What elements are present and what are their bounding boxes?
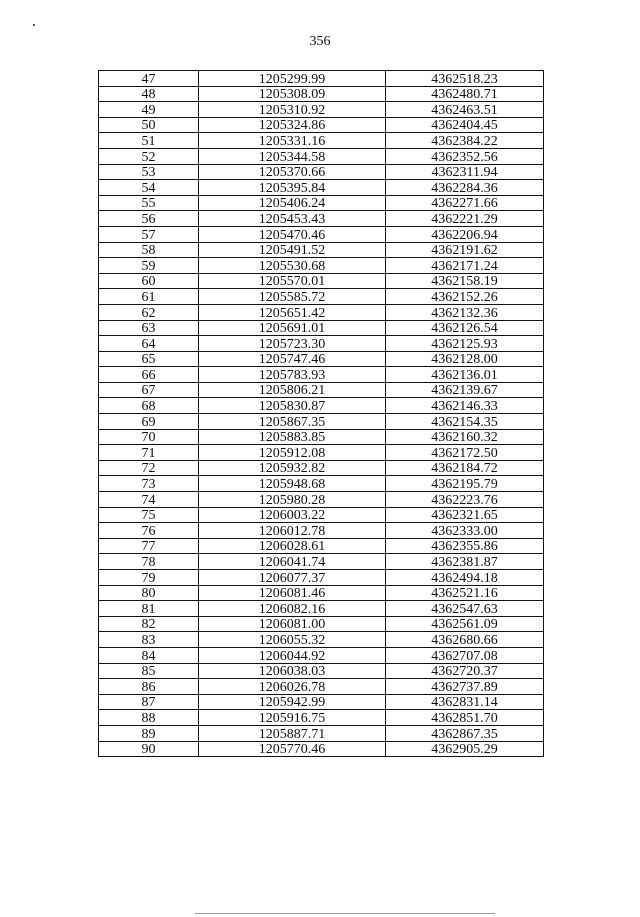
y-coordinate-cell: 4362195.79 xyxy=(386,476,544,492)
y-coordinate-cell: 4362206.94 xyxy=(386,226,544,242)
y-coordinate-cell: 4362720.37 xyxy=(386,663,544,679)
y-coordinate-cell: 4362463.51 xyxy=(386,102,544,118)
y-coordinate-cell: 4362128.00 xyxy=(386,351,544,367)
x-coordinate-cell: 1206012.78 xyxy=(199,523,386,539)
x-coordinate-cell: 1206044.92 xyxy=(199,647,386,663)
x-coordinate-cell: 1206055.32 xyxy=(199,632,386,648)
x-coordinate-cell: 1205331.16 xyxy=(199,133,386,149)
point-number-cell: 59 xyxy=(99,258,199,274)
point-number-cell: 55 xyxy=(99,195,199,211)
y-coordinate-cell: 4362561.09 xyxy=(386,616,544,632)
table-row xyxy=(99,679,544,695)
table-row xyxy=(99,320,544,336)
y-coordinate-cell: 4362384.22 xyxy=(386,133,544,149)
y-coordinate-cell: 4362172.50 xyxy=(386,445,544,461)
table-row xyxy=(99,258,544,274)
y-coordinate-cell: 4362851.70 xyxy=(386,710,544,726)
point-number-cell: 52 xyxy=(99,148,199,164)
table-row xyxy=(99,616,544,632)
table-row xyxy=(99,71,544,87)
y-coordinate-cell: 4362271.66 xyxy=(386,195,544,211)
x-coordinate-cell: 1205395.84 xyxy=(199,180,386,196)
table-row xyxy=(99,242,544,258)
x-coordinate-cell: 1205324.86 xyxy=(199,117,386,133)
table-row xyxy=(99,429,544,445)
point-number-cell: 84 xyxy=(99,647,199,663)
table-row xyxy=(99,523,544,539)
x-coordinate-cell: 1205948.68 xyxy=(199,476,386,492)
y-coordinate-cell: 4362707.08 xyxy=(386,647,544,663)
table-row xyxy=(99,382,544,398)
y-coordinate-cell: 4362126.54 xyxy=(386,320,544,336)
point-number-cell: 76 xyxy=(99,523,199,539)
point-number-cell: 56 xyxy=(99,211,199,227)
table-row xyxy=(99,663,544,679)
point-number-cell: 75 xyxy=(99,507,199,523)
x-coordinate-cell: 1205470.46 xyxy=(199,226,386,242)
point-number-cell: 71 xyxy=(99,445,199,461)
x-coordinate-cell: 1206003.22 xyxy=(199,507,386,523)
point-number-cell: 63 xyxy=(99,320,199,336)
coordinates-table-body xyxy=(99,71,544,757)
point-number-cell: 66 xyxy=(99,367,199,383)
x-coordinate-cell: 1205783.93 xyxy=(199,367,386,383)
x-coordinate-cell: 1205406.24 xyxy=(199,195,386,211)
point-number-cell: 89 xyxy=(99,725,199,741)
table-row xyxy=(99,414,544,430)
point-number-cell: 65 xyxy=(99,351,199,367)
table-row xyxy=(99,460,544,476)
table-row xyxy=(99,476,544,492)
y-coordinate-cell: 4362352.56 xyxy=(386,148,544,164)
table-row xyxy=(99,570,544,586)
y-coordinate-cell: 4362311.94 xyxy=(386,164,544,180)
y-coordinate-cell: 4362355.86 xyxy=(386,538,544,554)
point-number-cell: 64 xyxy=(99,336,199,352)
table-row xyxy=(99,741,544,757)
x-coordinate-cell: 1206038.03 xyxy=(199,663,386,679)
point-number-cell: 68 xyxy=(99,398,199,414)
table-row xyxy=(99,195,544,211)
x-coordinate-cell: 1205651.42 xyxy=(199,304,386,320)
y-coordinate-cell: 4362547.63 xyxy=(386,601,544,617)
y-coordinate-cell: 4362333.00 xyxy=(386,523,544,539)
point-number-cell: 58 xyxy=(99,242,199,258)
y-coordinate-cell: 4362146.33 xyxy=(386,398,544,414)
x-coordinate-cell: 1205453.43 xyxy=(199,211,386,227)
x-coordinate-cell: 1205585.72 xyxy=(199,289,386,305)
point-number-cell: 80 xyxy=(99,585,199,601)
table-row xyxy=(99,538,544,554)
y-coordinate-cell: 4362737.89 xyxy=(386,679,544,695)
x-coordinate-cell: 1205770.46 xyxy=(199,741,386,757)
table-row xyxy=(99,289,544,305)
y-coordinate-cell: 4362221.29 xyxy=(386,211,544,227)
x-coordinate-cell: 1205344.58 xyxy=(199,148,386,164)
table-row xyxy=(99,647,544,663)
table-row xyxy=(99,164,544,180)
x-coordinate-cell: 1206081.46 xyxy=(199,585,386,601)
y-coordinate-cell: 4362284.36 xyxy=(386,180,544,196)
x-coordinate-cell: 1205980.28 xyxy=(199,492,386,508)
point-number-cell: 69 xyxy=(99,414,199,430)
table-row xyxy=(99,725,544,741)
point-number-cell: 50 xyxy=(99,117,199,133)
x-coordinate-cell: 1205942.99 xyxy=(199,694,386,710)
y-coordinate-cell: 4362132.36 xyxy=(386,304,544,320)
point-number-cell: 51 xyxy=(99,133,199,149)
x-coordinate-cell: 1205691.01 xyxy=(199,320,386,336)
y-coordinate-cell: 4362494.18 xyxy=(386,570,544,586)
scan-speck xyxy=(33,24,35,26)
y-coordinate-cell: 4362184.72 xyxy=(386,460,544,476)
table-row xyxy=(99,492,544,508)
table-row xyxy=(99,133,544,149)
x-coordinate-cell: 1205370.66 xyxy=(199,164,386,180)
x-coordinate-cell: 1205308.09 xyxy=(199,86,386,102)
table-row xyxy=(99,398,544,414)
point-number-cell: 77 xyxy=(99,538,199,554)
y-coordinate-cell: 4362831.14 xyxy=(386,694,544,710)
y-coordinate-cell: 4362152.26 xyxy=(386,289,544,305)
point-number-cell: 73 xyxy=(99,476,199,492)
table-row xyxy=(99,445,544,461)
y-coordinate-cell: 4362158.19 xyxy=(386,273,544,289)
table-row xyxy=(99,148,544,164)
x-coordinate-cell: 1205932.82 xyxy=(199,460,386,476)
y-coordinate-cell: 4362154.35 xyxy=(386,414,544,430)
point-number-cell: 85 xyxy=(99,663,199,679)
y-coordinate-cell: 4362321.65 xyxy=(386,507,544,523)
y-coordinate-cell: 4362139.67 xyxy=(386,382,544,398)
scan-bottom-edge xyxy=(195,913,495,914)
x-coordinate-cell: 1205491.52 xyxy=(199,242,386,258)
point-number-cell: 53 xyxy=(99,164,199,180)
table-row xyxy=(99,710,544,726)
point-number-cell: 86 xyxy=(99,679,199,695)
x-coordinate-cell: 1206082.16 xyxy=(199,601,386,617)
table-row xyxy=(99,336,544,352)
table-row xyxy=(99,367,544,383)
point-number-cell: 72 xyxy=(99,460,199,476)
x-coordinate-cell: 1205310.92 xyxy=(199,102,386,118)
x-coordinate-cell: 1206028.61 xyxy=(199,538,386,554)
table-row xyxy=(99,117,544,133)
point-number-cell: 79 xyxy=(99,570,199,586)
table-row xyxy=(99,554,544,570)
x-coordinate-cell: 1205916.75 xyxy=(199,710,386,726)
point-number-cell: 47 xyxy=(99,71,199,87)
x-coordinate-cell: 1205570.01 xyxy=(199,273,386,289)
y-coordinate-cell: 4362223.76 xyxy=(386,492,544,508)
table-row xyxy=(99,601,544,617)
page-number: 356 xyxy=(309,34,331,49)
point-number-cell: 82 xyxy=(99,616,199,632)
point-number-cell: 83 xyxy=(99,632,199,648)
point-number-cell: 74 xyxy=(99,492,199,508)
point-number-cell: 61 xyxy=(99,289,199,305)
point-number-cell: 81 xyxy=(99,601,199,617)
x-coordinate-cell: 1205723.30 xyxy=(199,336,386,352)
point-number-cell: 49 xyxy=(99,102,199,118)
point-number-cell: 48 xyxy=(99,86,199,102)
y-coordinate-cell: 4362867.35 xyxy=(386,725,544,741)
point-number-cell: 62 xyxy=(99,304,199,320)
point-number-cell: 87 xyxy=(99,694,199,710)
y-coordinate-cell: 4362191.62 xyxy=(386,242,544,258)
x-coordinate-cell: 1206077.37 xyxy=(199,570,386,586)
table-row xyxy=(99,351,544,367)
table-row xyxy=(99,304,544,320)
y-coordinate-cell: 4362905.29 xyxy=(386,741,544,757)
x-coordinate-cell: 1205830.87 xyxy=(199,398,386,414)
point-number-cell: 88 xyxy=(99,710,199,726)
x-coordinate-cell: 1205883.85 xyxy=(199,429,386,445)
x-coordinate-cell: 1206026.78 xyxy=(199,679,386,695)
y-coordinate-cell: 4362521.16 xyxy=(386,585,544,601)
y-coordinate-cell: 4362136.01 xyxy=(386,367,544,383)
y-coordinate-cell: 4362680.66 xyxy=(386,632,544,648)
y-coordinate-cell: 4362171.24 xyxy=(386,258,544,274)
point-number-cell: 67 xyxy=(99,382,199,398)
table-row xyxy=(99,632,544,648)
y-coordinate-cell: 4362518.23 xyxy=(386,71,544,87)
point-number-cell: 90 xyxy=(99,741,199,757)
x-coordinate-cell: 1205747.46 xyxy=(199,351,386,367)
y-coordinate-cell: 4362404.45 xyxy=(386,117,544,133)
y-coordinate-cell: 4362160.32 xyxy=(386,429,544,445)
x-coordinate-cell: 1205887.71 xyxy=(199,725,386,741)
point-number-cell: 57 xyxy=(99,226,199,242)
table-row xyxy=(99,585,544,601)
table-row xyxy=(99,180,544,196)
x-coordinate-cell: 1205530.68 xyxy=(199,258,386,274)
y-coordinate-cell: 4362381.87 xyxy=(386,554,544,570)
point-number-cell: 54 xyxy=(99,180,199,196)
table-row xyxy=(99,211,544,227)
x-coordinate-cell: 1205806.21 xyxy=(199,382,386,398)
coordinates-table xyxy=(98,70,544,757)
x-coordinate-cell: 1206041.74 xyxy=(199,554,386,570)
table-row xyxy=(99,507,544,523)
table-row xyxy=(99,226,544,242)
table-row xyxy=(99,86,544,102)
y-coordinate-cell: 4362480.71 xyxy=(386,86,544,102)
table-row xyxy=(99,273,544,289)
x-coordinate-cell: 1205299.99 xyxy=(199,71,386,87)
table-row xyxy=(99,102,544,118)
x-coordinate-cell: 1205867.35 xyxy=(199,414,386,430)
y-coordinate-cell: 4362125.93 xyxy=(386,336,544,352)
point-number-cell: 60 xyxy=(99,273,199,289)
point-number-cell: 78 xyxy=(99,554,199,570)
table-row xyxy=(99,694,544,710)
x-coordinate-cell: 1206081.00 xyxy=(199,616,386,632)
x-coordinate-cell: 1205912.08 xyxy=(199,445,386,461)
point-number-cell: 70 xyxy=(99,429,199,445)
